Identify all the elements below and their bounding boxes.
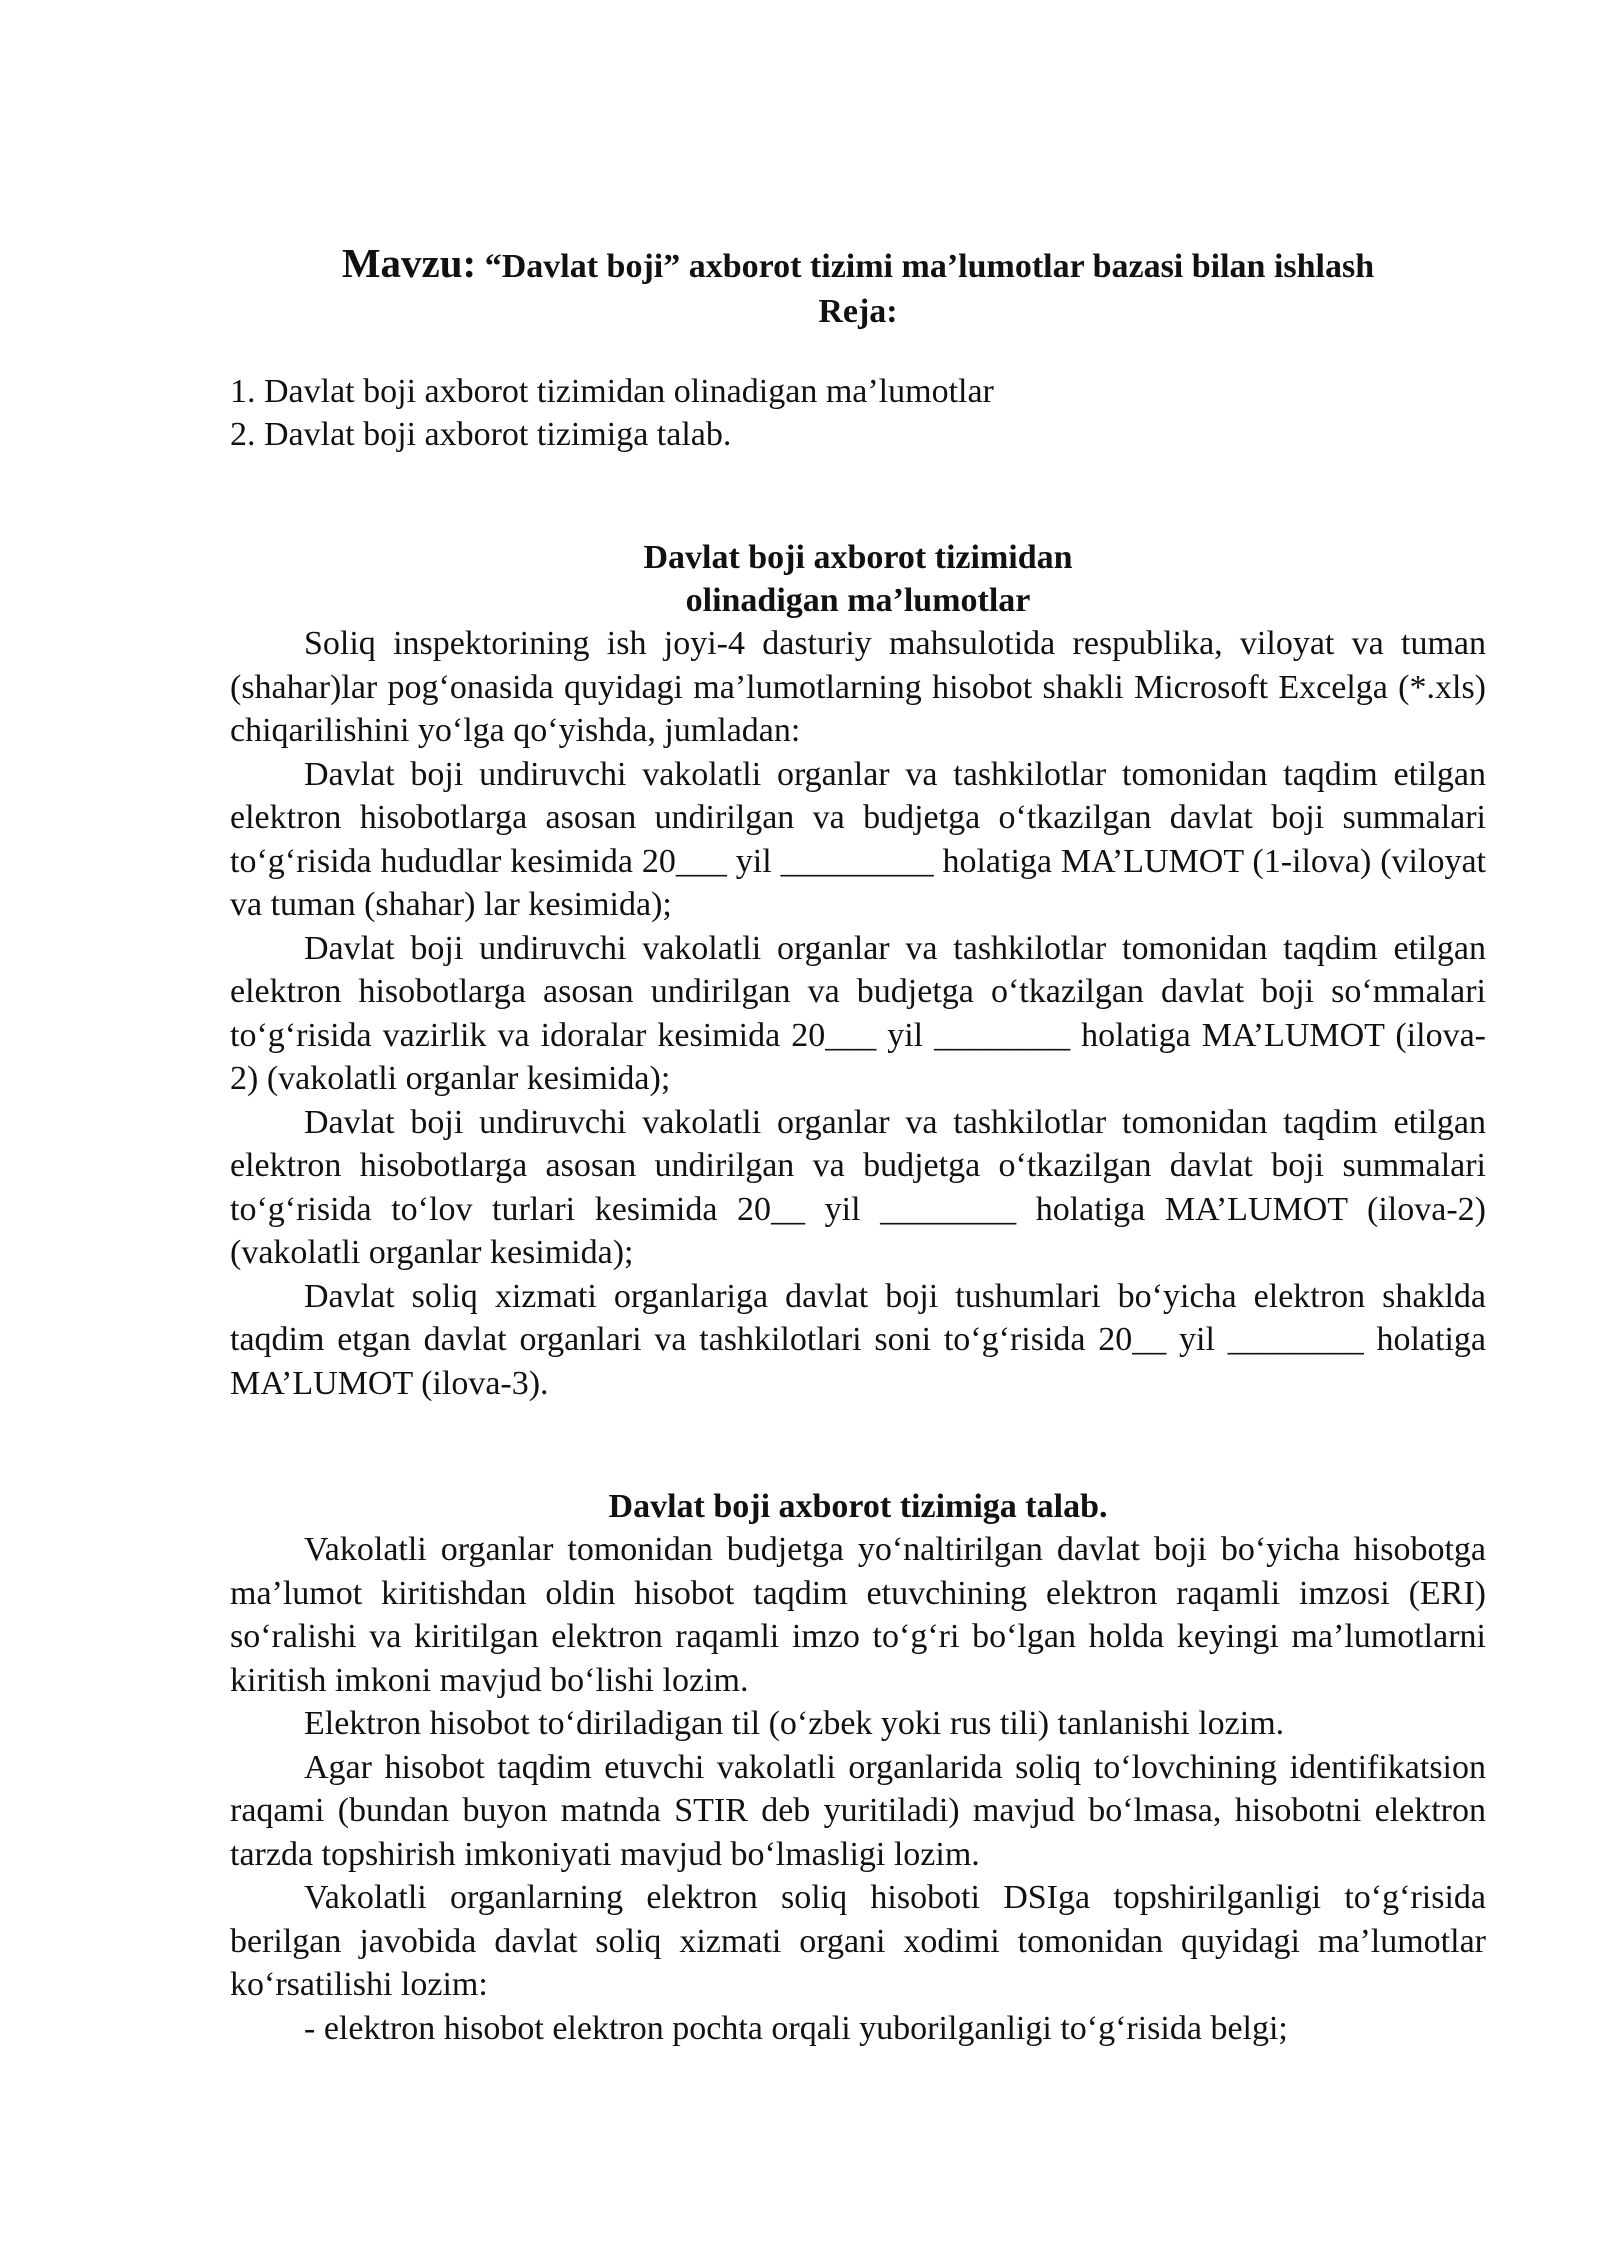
paragraph: Davlat boji undiruvchi vakolatli organlar va tashkilotlar tomonidan taqdim etilgan elektron hisobotlarga asosan undirilgan va budjetga o‘tkazilgan davlat boji summalari to‘g‘risida hududlar kesimida 20___ yil _________ holatiga MA’LUMOT (1-ilova) (viloyat va tuman (shahar) lar kesimida); — [230, 755, 1486, 923]
paragraph: Davlat boji undiruvchi vakolatli organlar va tashkilotlar tomonidan taqdim etilgan elektron hisobotlarga asosan undirilgan va budjetga o‘tkazilgan davlat boji so‘mmalari to‘g‘risida vazirlik va idoralar kesimida 20___ yil ________ holatiga MA’LUMOT (ilova-2) (vakolatli organlar kesimida); — [230, 929, 1486, 1097]
title-text: “Davlat boji” axborot tizimi ma’lumotlar bazasi bilan ishlash — [484, 248, 1375, 285]
section-heading-line: Davlat boji axborot tizimidan — [643, 539, 1073, 576]
section-heading: Davlat boji axborot tizimiga talab. — [608, 1488, 1108, 1525]
paragraph: Soliq inspektorining ish joyi-4 dasturiy mahsulotida respublika, viloyat va tuman (shahar)lar pog‘onasida quyidagi ma’lumotlarning hisobot shakli Microsoft Excelga (*.xls) chiqarilishini yo‘lga qo‘yishda, jumladan: — [230, 625, 1486, 749]
document-title — [230, 240, 1486, 290]
section-data-sources — [230, 536, 1486, 1405]
plan-heading: Reja: — [818, 293, 898, 330]
document-page — [230, 240, 1486, 2050]
title-prefix: Mavzu: — [341, 240, 477, 286]
plan-list — [230, 370, 1486, 456]
section-requirements — [230, 1485, 1486, 2050]
paragraph: Vakolatli organlar tomonidan budjetga yo‘naltirilgan davlat boji bo‘yicha hisobotga ma’lumot kiritishdan oldin hisobot taqdim etuvchining elektron raqamli imzosi (ERI) so‘ralishi va kiritilgan elektron raqamli imzo to‘g‘ri bo‘lgan holda keyingi ma’lumotlarni kiritish imkoni mavjud bo‘lishi lozim. — [230, 1531, 1486, 1699]
paragraph: Agar hisobot taqdim etuvchi vakolatli organlarida soliq to‘lovchining identifikatsion raqami (bundan buyon matnda STIR deb yuritiladi) mavjud bo‘lmasa, hisobotni elektron tarzda topshirish imkoniyati mavjud bo‘lmasligi lozim. — [230, 1748, 1486, 1873]
paragraph: Elektron hisobot to‘diriladigan til (o‘zbek yoki rus tili) tanlanishi lozim. — [304, 1705, 1285, 1742]
plan-item: 2. Davlat boji axborot tizimiga talab. — [230, 416, 732, 453]
plan-item: 1. Davlat boji axborot tizimidan olinadigan ma’lumotlar — [230, 373, 994, 410]
paragraph: - elektron hisobot elektron pochta orqali yuborilganligi to‘g‘risida belgi; — [304, 2009, 1288, 2047]
section-heading-line: olinadigan ma’lumotlar — [685, 582, 1031, 619]
paragraph: Davlat soliq xizmati organlariga davlat boji tushumlari bo‘yicha elektron shaklda taqdim etgan davlat organlari va tashkilotlari soni to‘g‘risida 20__ yil ________ holatiga MA’LUMOT (ilova-3). — [230, 1277, 1486, 1402]
paragraph: Davlat boji undiruvchi vakolatli organlar va tashkilotlar tomonidan taqdim etilgan elektron hisobotlarga asosan undirilgan va budjetga o‘tkazilgan davlat boji summalari to‘g‘risida to‘lov turlari kesimida 20__ yil ________ holatiga MA’LUMOT (ilova-2) (vakolatli organlar kesimida); — [230, 1103, 1486, 1271]
paragraph: Vakolatli organlarning elektron soliq hisoboti DSIga topshirilganligi to‘g‘risida berilgan javobida davlat soliq xizmati organi xodimi tomonidan quyidagi ma’lumotlar ko‘rsatilishi lozim: — [230, 1879, 1486, 2003]
section-heading — [230, 536, 1486, 622]
